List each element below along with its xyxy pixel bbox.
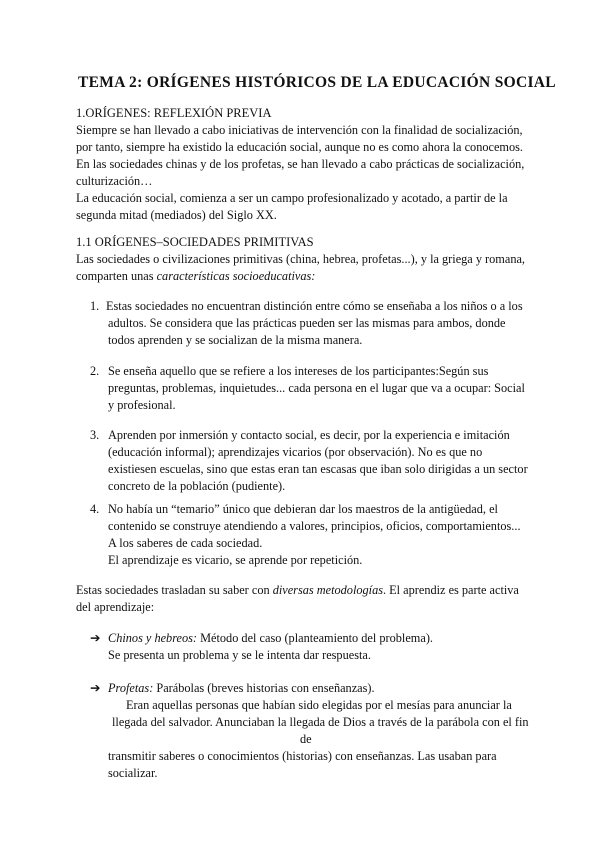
paragraph-line (76, 582, 519, 598)
bullet-line (108, 680, 375, 696)
list-line: y profesional. (108, 398, 176, 412)
arrow-bullet-icon: ➔ (90, 681, 101, 695)
text: Estas sociedades trasladan su saber con (76, 583, 273, 597)
italic-text: características socioeducativas: (156, 269, 316, 283)
paragraph-line: Siempre se han llevado a cabo iniciativas de intervención con la finalidad de socialización, (76, 123, 523, 137)
italic-text: diversas metodologías (272, 583, 384, 597)
text: Parábolas (breves historias con enseñanzas). (153, 681, 375, 695)
paragraph-line: Las sociedades o civilizaciones primitivas (china, hebrea, profetas...), y la griega y romana, (76, 252, 526, 266)
text: Método del caso (planteamiento del problema). (197, 631, 433, 645)
list-line: adultos. Se considera que las prácticas pueden ser las mismas para ambos, donde (108, 316, 506, 330)
paragraph-line (76, 268, 315, 284)
paragraph-line: La educación social, comienza a ser un campo profesionalizado y acotado, a partir de la (76, 191, 508, 205)
italic-label: Chinos y hebreos: (108, 631, 198, 645)
italic-label: Profetas: (108, 681, 154, 695)
list-line: Aprenden por inmersión y contacto social, es decir, por la experiencia e imitación (108, 428, 510, 442)
paragraph-line: segunda mitad (mediados) del Siglo XX. (76, 208, 277, 222)
section-heading: 1.ORÍGENES: REFLEXIÓN PREVIA (76, 106, 272, 120)
text: . El aprendiz es parte activa (383, 583, 519, 597)
list-line: contenido se construye atendiendo a valores, principios, oficios, comportamientos... (108, 519, 521, 533)
bullet-line: Se presenta un problema y se le intenta dar respuesta. (108, 648, 371, 662)
list-number: 2. (90, 364, 100, 378)
list-number: 3. (90, 428, 100, 442)
list-line: A los saberes de cada sociedad. (108, 536, 263, 550)
list-line: (educación informal); aprendizajes vicarios (por observación). No es que no (108, 445, 483, 459)
bullet-line: llegada del salvador. Anunciaban la llegada de Dios a través de la parábola con el fin (112, 715, 529, 729)
list-number: 1. (90, 299, 100, 313)
text: comparten unas (76, 269, 157, 283)
paragraph-line: por tanto, siempre ha existido la educación social, aunque no es como ahora la conocemos. (76, 140, 523, 154)
bullet-line (108, 630, 433, 646)
list-number: 4. (90, 502, 100, 516)
list-line: El aprendizaje es vicario, se aprende por repetición. (108, 553, 363, 567)
list-line: existiesen escuelas, sino que estas eran tan escasas que iban solo dirigidas a un sector (108, 462, 528, 476)
list-line: Se enseña aquello que se refiere a los intereses de los participantes:Según sus (108, 364, 489, 378)
section-heading: 1.1 ORÍGENES–SOCIEDADES PRIMITIVAS (76, 235, 314, 249)
bullet-line: socializar. (108, 766, 158, 780)
document-title: TEMA 2: ORÍGENES HISTÓRICOS DE LA EDUCACIÓN SOCIAL (78, 74, 556, 91)
bullet-line: Eran aquellas personas que habían sido elegidas por el mesías para anunciar la (126, 698, 512, 712)
paragraph-line: culturización… (76, 174, 153, 188)
list-line: todos aprenden y se socializan de la misma manera. (108, 333, 363, 347)
paragraph-line: En las sociedades chinas y de los profetas, se han llevado a cabo prácticas de socialización, (76, 157, 525, 171)
bullet-line: transmitir saberes o conocimientos (historias) con enseñanzas. Las usaban para (108, 749, 497, 763)
list-line: concreto de la población (pudiente). (108, 479, 286, 493)
list-line: Estas sociedades no encuentran distinción entre cómo se enseñaba a los niños o a los (106, 299, 523, 313)
list-line: preguntas, problemas, inquietudes... cada persona en el lugar que va a ocupar: Social (108, 381, 525, 395)
paragraph-line: del aprendizaje: (76, 600, 155, 614)
arrow-bullet-icon: ➔ (90, 631, 101, 645)
bullet-line: de (300, 732, 312, 746)
list-line: No había un “temario” único que debieran dar los maestros de la antigüedad, el (108, 502, 498, 516)
